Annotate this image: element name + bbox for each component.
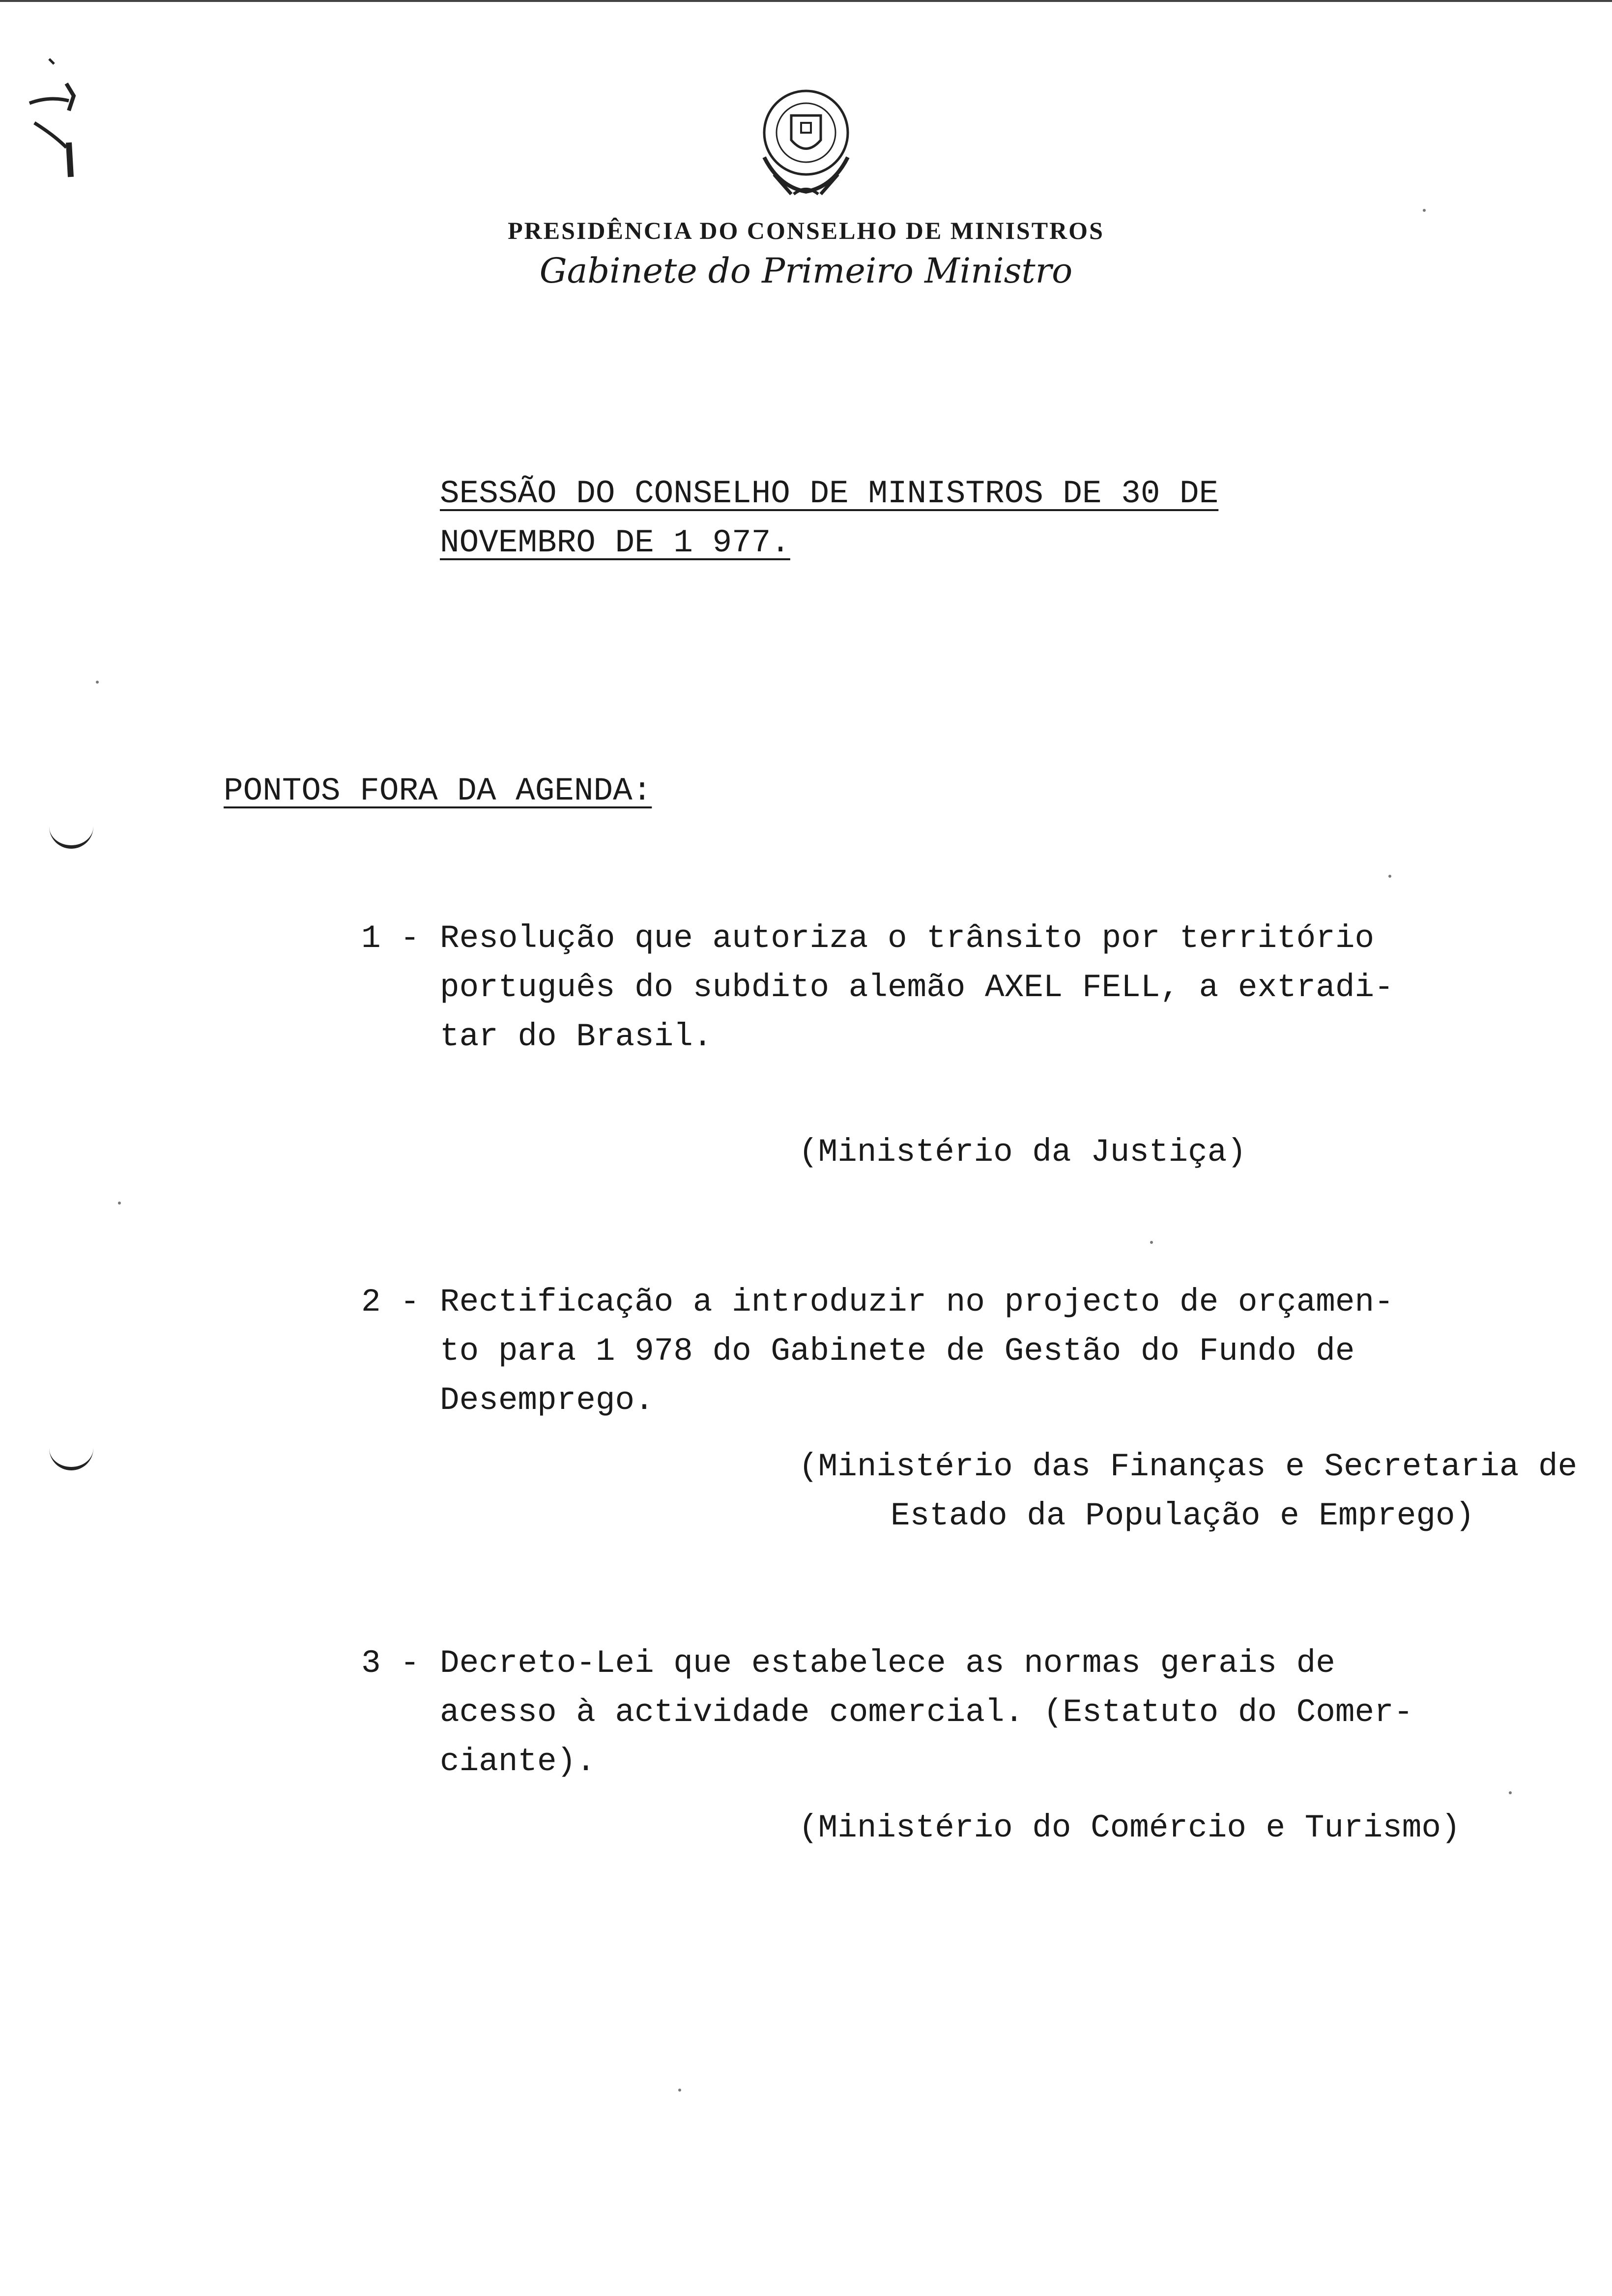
scan-top-edge [0,0,1612,2]
session-title-line-2: NOVEMBRO DE 1 977. [440,524,790,561]
scan-speck [678,2089,681,2092]
session-title-line-1: SESSÃO DO CONSELHO DE MINISTROS DE 30 DE [440,475,1219,512]
item-text-line: Decreto-Lei que estabelece as normas gerais de [440,1645,1335,1682]
item-text-line: Resolução que autoriza o trânsito por território [440,920,1375,957]
punch-hole-mark [49,1447,93,1470]
item-text-line: Desemprego. [440,1382,654,1419]
item-ministry: Estado da População e Emprego) [891,1497,1475,1534]
coat-of-arms-seal-icon [749,84,863,201]
handwritten-margin-mark [20,49,79,187]
item-text-line: Rectificação a introduzir no projecto de orçamen- [440,1284,1394,1320]
item-ministry: (Ministério do Comércio e Turismo) [799,1809,1461,1846]
letterhead-office: Gabinete do Primeiro Ministro [539,251,1073,291]
item-number: 3 - [361,1645,420,1682]
item-text-line: português do subdito alemão AXEL FELL, a extradi- [440,969,1394,1006]
item-text-line: ciante). [440,1743,596,1780]
item-text-line: tar do Brasil. [440,1018,713,1055]
item-number: 1 - [361,920,420,957]
section-heading: PONTOS FORA DA AGENDA: [224,773,652,809]
item-text-line: to para 1 978 do Gabinete de Gestão do Fundo de [440,1333,1355,1370]
item-ministry: (Ministério das Finanças e Secretaria de [799,1448,1578,1485]
punch-hole-mark [49,826,93,849]
item-number: 2 - [361,1284,420,1320]
scan-speck [96,681,99,684]
scan-speck [1509,1791,1512,1794]
item-text-line: acesso à actividade comercial. (Estatuto do Comer- [440,1694,1413,1731]
scan-speck [1423,209,1426,212]
scan-speck [118,1202,121,1205]
scan-speck [1388,875,1391,878]
item-ministry: (Ministério da Justiça) [799,1134,1246,1171]
letterhead-presidency: PRESIDÊNCIA DO CONSELHO DE MINISTROS [508,217,1104,244]
scan-speck [1150,1241,1153,1244]
